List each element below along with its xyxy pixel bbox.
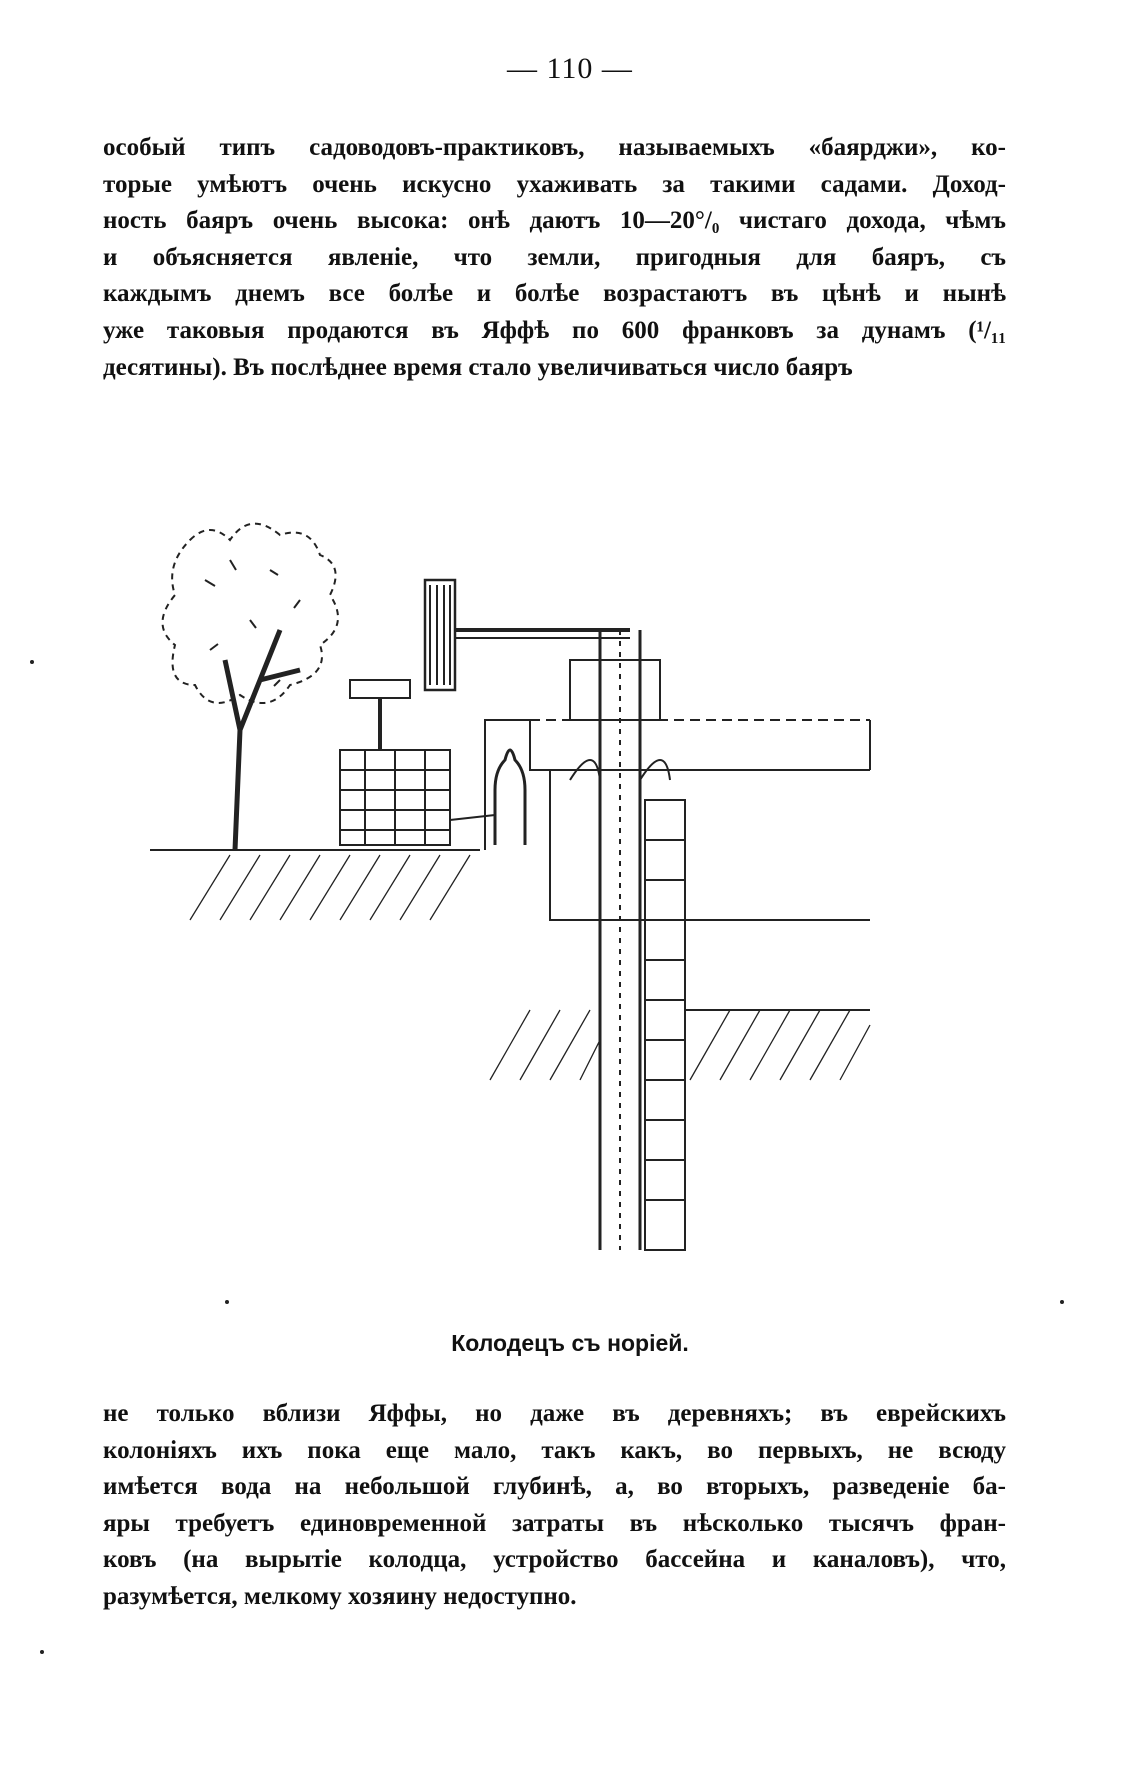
text-line: яры требуетъ единовременной затраты въ нѣсколько тысячъ фран- <box>103 1509 1006 1537</box>
text-line: ность баяръ очень высока: онѣ даютъ 10—20°/₀ чистаго дохода, чѣмъ <box>103 207 1006 235</box>
scan-speck <box>1060 1300 1064 1304</box>
page-number: — 110 — <box>507 52 633 85</box>
illustration-svg <box>150 480 980 1300</box>
well-shaft <box>570 630 685 1250</box>
text-line: разумѣется, мелкому хозяину недоступно. <box>103 1582 577 1610</box>
scan-speck <box>225 1300 229 1304</box>
text-line: каждымъ днемъ все болѣе и болѣе возрастаютъ въ цѣнѣ и нынѣ <box>103 280 1006 308</box>
tree-drawing <box>163 524 339 850</box>
text-line: колоніяхъ ихъ пока еще мало, такъ какъ, во первыхъ, не всюду <box>103 1436 1006 1464</box>
text-line: десятины). Въ послѣднее время стало увеличиваться число баяръ <box>103 353 853 381</box>
paragraph-top <box>103 130 1006 386</box>
text-line: особый типъ садоводовъ-практиковъ, называемыхъ «баярджи», ко- <box>103 134 1006 161</box>
scan-speck <box>30 660 34 664</box>
text-line: не только вблизи Яффы, но даже въ деревняхъ; въ еврейскихъ <box>103 1400 1006 1427</box>
text-line: уже таковыя продаются въ Яффѣ по 600 франковъ за дунамъ (¹/₁₁ <box>103 316 1006 344</box>
text-line: ковъ (на вырытіе колодца, устройство бассейна и каналовъ), что, <box>103 1546 1006 1574</box>
well-noria-illustration <box>150 480 980 1300</box>
scan-speck <box>40 1650 44 1654</box>
text-line: имѣется вода на небольшой глубинѣ, а, во вторыхъ, разведеніе ба- <box>103 1473 1006 1501</box>
figure-caption: Колодецъ съ норіей. <box>451 1330 689 1356</box>
text-line: торые умѣютъ очень искусно ухаживать за такими садами. Доход- <box>103 170 1006 198</box>
paragraph-bottom <box>103 1396 1006 1616</box>
text-line: и объясняется явленіе, что земли, пригодныя для баяръ, съ <box>103 243 1006 271</box>
noria-base <box>340 750 450 845</box>
